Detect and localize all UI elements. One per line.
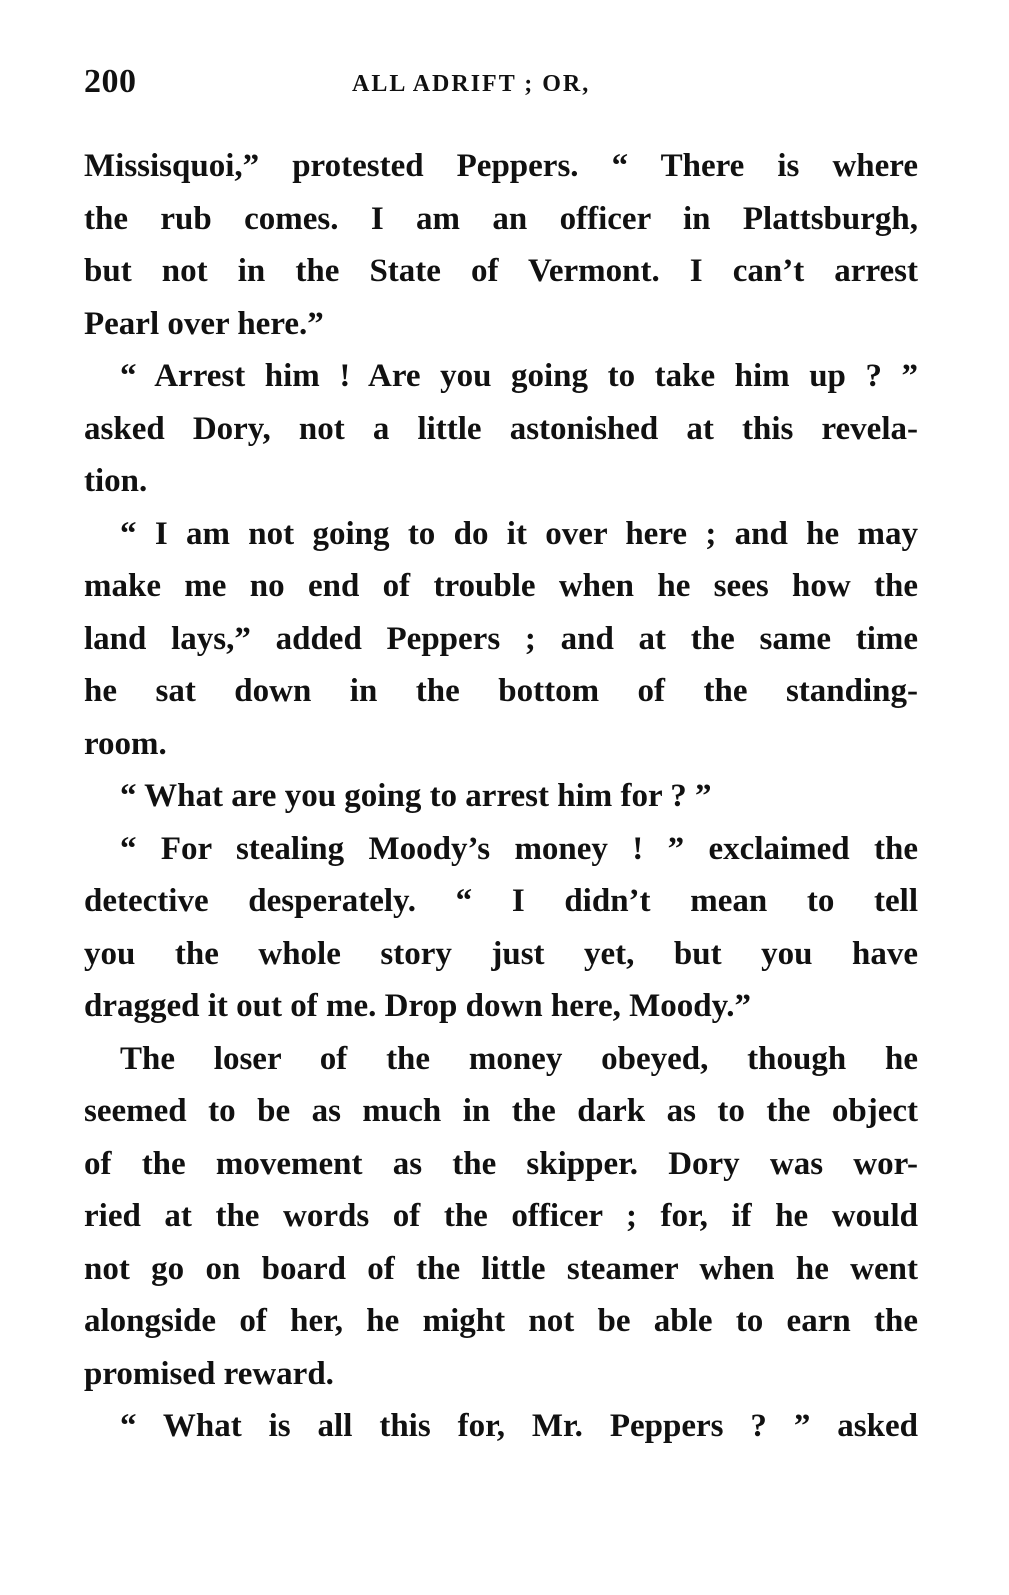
- text-line: The loser of the money obeyed, though he: [120, 1040, 918, 1077]
- body-text: [84, 140, 918, 1453]
- text-line: you the whole story just yet, but you have: [84, 935, 918, 972]
- text-line: make me no end of trouble when he sees how the: [84, 568, 918, 604]
- text-line: “ Arrest him ! Are you going to take him up ? ”: [120, 358, 918, 394]
- text-line: Missisquoi,” protested Peppers. “ There is where: [84, 148, 918, 184]
- text-line: asked Dory, not a little astonished at this revela-: [84, 410, 918, 447]
- text-line: alongside of her, he might not be able to earn the: [84, 1303, 918, 1339]
- text-line: room.: [84, 725, 167, 762]
- text-line: seemed to be as much in the dark as to the object: [84, 1093, 918, 1129]
- text-line: the rub comes. I am an officer in Plattsburgh,: [84, 200, 918, 237]
- text-line: but not in the State of Vermont. I can’t arrest: [84, 253, 918, 289]
- text-line: tion.: [84, 463, 148, 499]
- text-line: not go on board of the little steamer when he went: [84, 1250, 918, 1287]
- running-head: [84, 62, 684, 102]
- text-line: “ What is all this for, Mr. Peppers ? ” asked: [120, 1408, 918, 1444]
- text-line: ried at the words of the officer ; for, if he would: [84, 1198, 918, 1234]
- text-line: promised reward.: [84, 1355, 334, 1392]
- text-line: land lays,” added Peppers ; and at the same time: [84, 620, 918, 657]
- text-line: he sat down in the bottom of the standing-: [84, 673, 918, 709]
- text-line: dragged it out of me. Drop down here, Moody.”: [84, 988, 752, 1024]
- running-title: ALL ADRIFT ; OR,: [352, 71, 591, 97]
- text-line: “ I am not going to do it over here ; and he may: [120, 515, 918, 552]
- text-line: detective desperately. “ I didn’t mean to tell: [84, 883, 918, 919]
- text-line: of the movement as the skipper. Dory was wor-: [84, 1145, 918, 1182]
- page-number: 200: [84, 63, 137, 100]
- text-line: “ What are you going to arrest him for ? ”: [120, 778, 712, 814]
- text-line: “ For stealing Moody’s money ! ” exclaimed the: [120, 830, 918, 867]
- text-line: Pearl over here.”: [84, 305, 324, 342]
